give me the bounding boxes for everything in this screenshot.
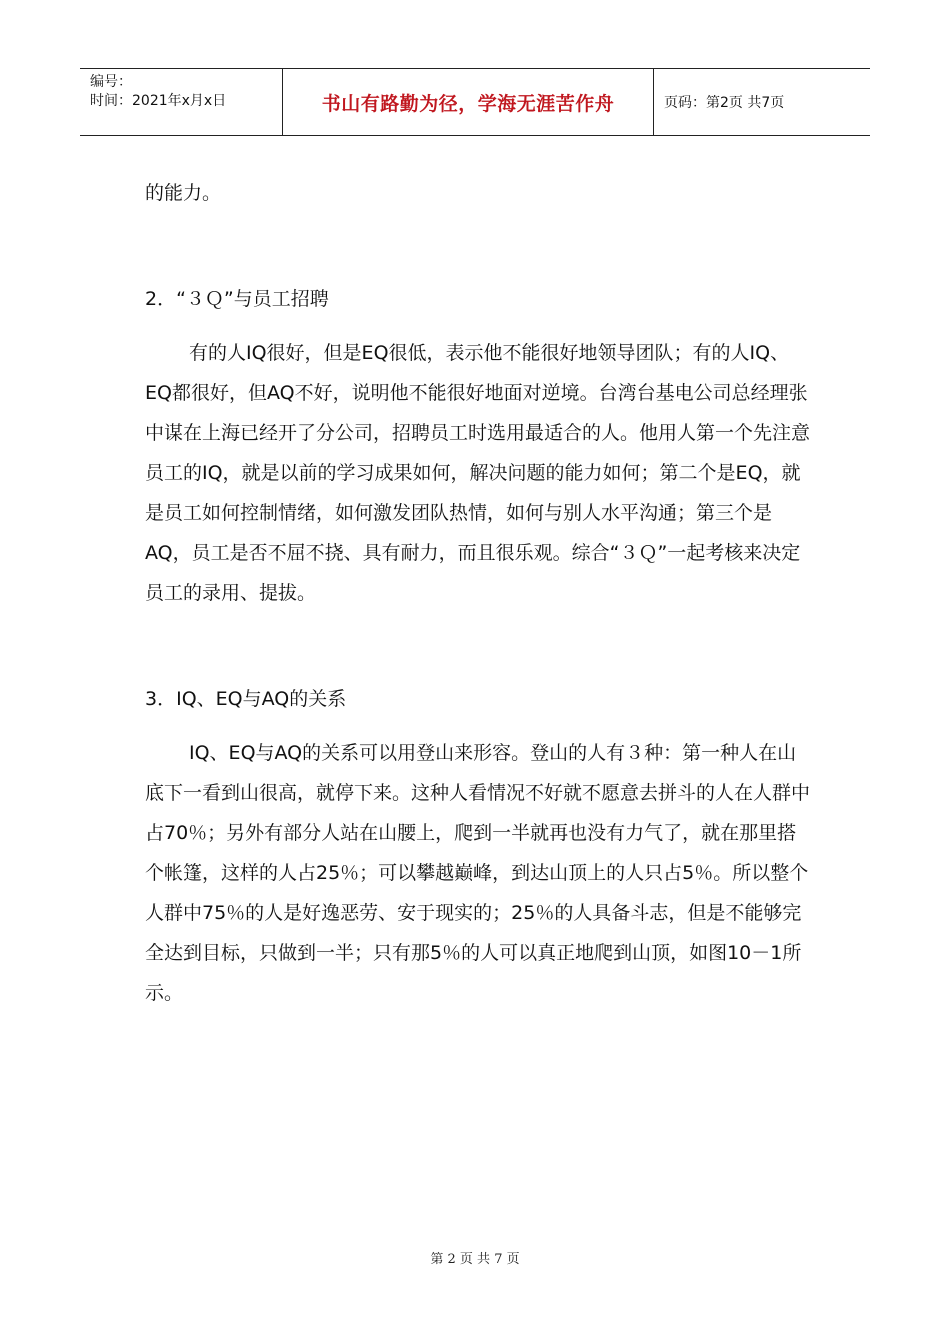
document-date: 时间：2021年x月x日 <box>90 93 227 109</box>
page-footer <box>0 1248 950 1267</box>
paragraph-continuation: 的能力。 <box>145 182 222 204</box>
header-motto: 书山有路勤为径，学海无涯苦作舟 <box>321 92 615 115</box>
header-page-number: 页码：第2页 共7页 <box>664 95 785 111</box>
section-2-paragraph: 有的人IQ很好，但是EQ很低，表示他不能很好地领导团队；有的人IQ、EQ都很好，但AQ不好，说明他不能很好地面对逆境。台湾台基电公司总经理张中谋在上海已经开了分公司，招聘员工时选用最适合的人。他用人第一个先注意员工的IQ，就是以前的学习成果如何，解决问题的能力如何；第二个是EQ，就是员工如何控制情绪，如何激发团队热情，如何与别人水平沟通；第三个是AQ，员工是否不屈不挠、具有耐力，而且很乐观。综合“３Ｑ”一起考核来决定员工的录用、提拔。 <box>145 342 811 604</box>
section-3-paragraph: IQ、EQ与AQ的关系可以用登山来形容。登山的人有３种：第一种人在山底下一看到山很高，就停下来。这种人看情况不好就不愿意去拼斗的人在人群中占70％；另外有部分人站在山腰上，爬到一半就再也没有力气了，就在那里搭个帐篷，这样的人占25％；可以攀越巅峰，到达山顶上的人只占5％。所以整个人群中75％的人是好逸恶劳、安于现实的；25％的人具备斗志，但是不能够完全达到目标，只做到一半；只有那5％的人可以真正地爬到山顶，如图10－1所示。 <box>145 742 811 1004</box>
spacer <box>145 319 810 333</box>
header-meta <box>80 69 282 135</box>
section-heading-2: 2．“３Ｑ”与员工招聘 <box>145 288 329 310</box>
spacer <box>145 613 810 679</box>
footer-page-number: 第 2 页 共 7 页 <box>430 1252 520 1267</box>
spacer <box>145 719 810 733</box>
document-body <box>145 173 810 1013</box>
spacer <box>145 213 810 279</box>
section-heading-3: 3．IQ、EQ与AQ的关系 <box>145 688 347 710</box>
page-header <box>80 68 870 136</box>
header-motto-cell <box>282 69 654 135</box>
document-number: 编号： <box>90 74 132 90</box>
header-page-info <box>654 69 870 135</box>
